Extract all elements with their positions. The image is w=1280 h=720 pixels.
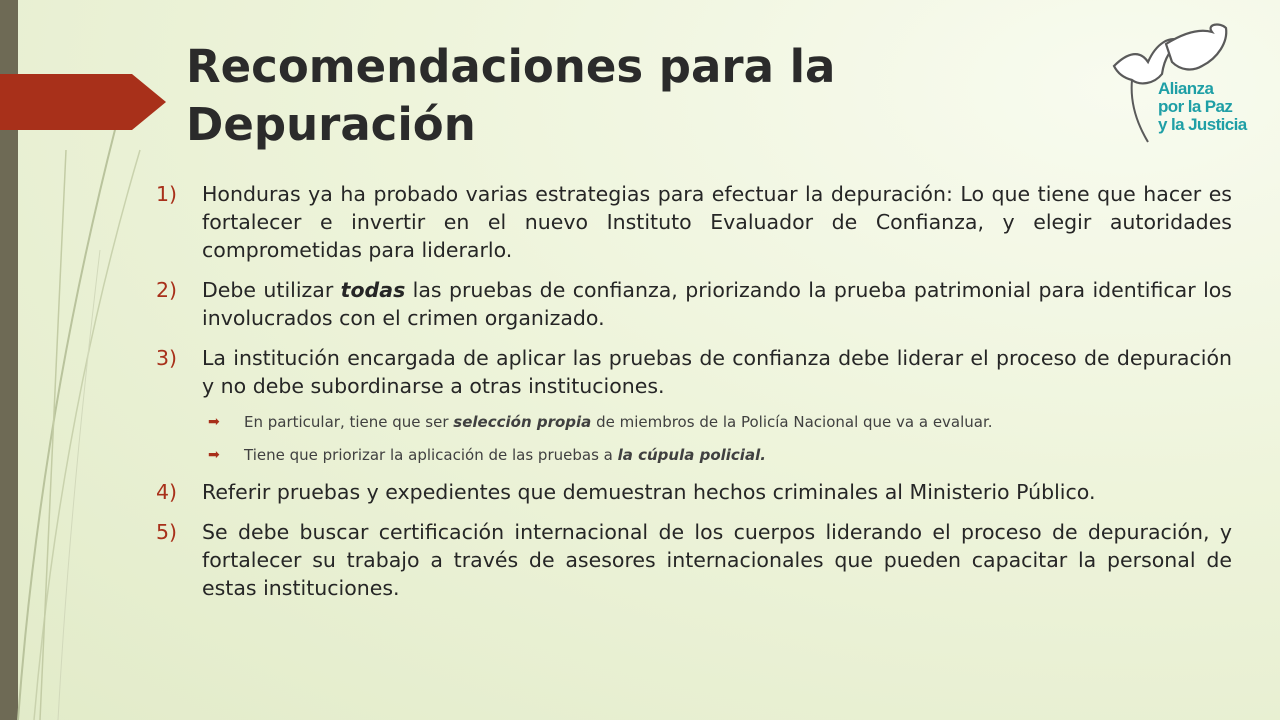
logo-line-2: por la Paz: [1158, 97, 1233, 116]
slide-title: [186, 38, 1066, 154]
organization-logo: [1110, 22, 1250, 152]
slide-title-line-2: Depuración: [186, 98, 476, 151]
list-item-1: [150, 180, 1232, 264]
recommendations-list: [150, 180, 1232, 614]
item-text: La institución encargada de aplicar las pruebas de confianza debe liderar el proceso de depuración y no debe subordinarse a otras instituciones.: [202, 346, 1232, 398]
sub-item-1: [150, 412, 1232, 433]
item-number: 1): [156, 182, 178, 206]
list-item-5: [150, 518, 1232, 602]
item-text: Honduras ya ha probado varias estrategias para efectuar la depuración: Lo que tiene que hacer es fortalecer e invertir en el nuevo Instituto Evaluador de Confianza, y elegir autoridades comprometidas para liderarlo.: [202, 182, 1232, 262]
sub-item-2: [150, 445, 1232, 466]
list-item-2: [150, 276, 1232, 332]
sub-item-text-before: En particular, tiene que ser: [244, 413, 454, 431]
list-item-3: [150, 344, 1232, 400]
item-number: 2): [156, 278, 178, 302]
item-number: 4): [156, 480, 178, 504]
item-emphasis: todas: [340, 278, 406, 302]
logo-line-3: y la Justicia: [1158, 115, 1247, 134]
sub-item-text-after: de miembros de la Policía Nacional que va a evaluar.: [591, 413, 993, 431]
logo-text: [1158, 80, 1247, 134]
item-text: Referir pruebas y expedientes que demuestran hechos criminales al Ministerio Público.: [202, 480, 1096, 504]
item-text-before: Debe utilizar: [202, 278, 341, 302]
title-arrow-marker: [0, 74, 166, 130]
list-item-4: [150, 478, 1232, 506]
sub-item-emphasis: la cúpula policial.: [617, 446, 766, 464]
logo-line-1: Alianza: [1158, 79, 1214, 98]
item-number: 3): [156, 346, 178, 370]
item-text-after: las pruebas de confianza, priorizando la prueba patrimonial para identificar los involucrados con el crimen organizado.: [202, 278, 1232, 330]
slide-title-line-1: Recomendaciones para la: [186, 40, 836, 93]
arrow-bullet-icon: ➡: [208, 447, 220, 463]
arrow-bullet-icon: ➡: [208, 414, 220, 430]
sub-item-emphasis: selección propia: [453, 413, 592, 431]
item-number: 5): [156, 520, 178, 544]
sub-item-text-before: Tiene que priorizar la aplicación de las pruebas a: [244, 446, 618, 464]
item-text: Se debe buscar certificación internacional de los cuerpos liderando el proceso de depuración, y fortalecer su trabajo a través de asesores internacionales que pueden capacitar la personal de estas instituciones.: [202, 520, 1232, 600]
